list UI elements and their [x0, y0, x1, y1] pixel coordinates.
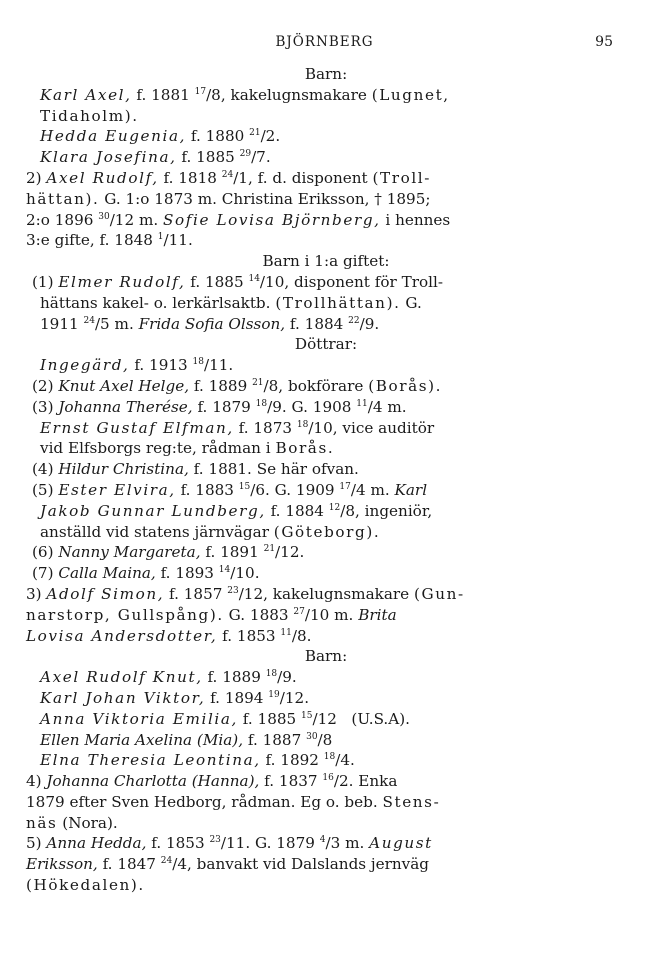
person-name: Hedda Eugenia, [40, 127, 187, 146]
entry-line: (4) Hildur Christina, f. 1881. Se här ofvan. [32, 460, 359, 479]
entry-line: näs (Nora). [26, 813, 118, 832]
entry-line: Anna Viktoria Emilia, f. 1885 $^{15}$/12 (U.S.A). [40, 709, 410, 728]
entry-line [26, 106, 626, 127]
place-name: Stens- [382, 792, 441, 811]
person-name: Anna Viktoria Emilia, [40, 709, 238, 728]
entry-line: (3) Johanna Therése, f. 1879 $^{18}$/9. G. 1908 $^{11}$/4 m. [32, 397, 407, 416]
entry-line: 5) Anna Hedda, f. 1853 $^{23}$/11. G. 1879 $^4$/3 m. August [26, 834, 433, 853]
entry-line: 1879 efter Sven Hedborg, rådman. Eg o. beb. Stens- [26, 792, 441, 811]
person-name: Anna Hedda, [46, 834, 147, 853]
entry-line: Klara Josefina, f. 1885 $^{29}$/7. [40, 148, 271, 167]
place-name: (Lugnet, [371, 85, 450, 104]
person-name: Eriksson, [26, 855, 98, 874]
place-name: (Hökedalen). [26, 876, 145, 895]
person-name: Axel Rudolf, [46, 168, 159, 187]
entry-line: (1) Elmer Rudolf, f. 1885 $^{14}$/10, disponent för Troll- [32, 272, 443, 291]
entry-line: Ingegärd, f. 1913 $^{18}$/11. [40, 356, 234, 375]
section-heading: Döttrar: [294, 335, 358, 354]
person-name: Klara Josefina, [40, 148, 177, 167]
person-name: Elmer Rudolf, [58, 272, 186, 291]
entry-line: 3:e gifte, f. 1848 $^1$/11. [26, 231, 193, 250]
place-name: (Göteborg). [273, 522, 381, 541]
person-name: Johanna Therése, [58, 397, 193, 416]
person-name: Calla Maina, [58, 564, 156, 583]
place-name: (Gun- [413, 584, 465, 603]
person-name: Sofie Lovisa Björnberg, [163, 210, 381, 229]
entry-line: Elna Theresia Leontina, f. 1892 $^{18}$/4. [40, 751, 355, 770]
entry-line: Jakob Gunnar Lundberg, f. 1884 $^{12}$/8, ingeniör, [40, 501, 433, 520]
person-name: Karl Johan Viktor, [40, 688, 206, 707]
entry-line: narstorp, Gullspång). G. 1883 $^{27}$/10 m. Brita [26, 605, 397, 624]
place-name: (Trollhättan). [275, 293, 401, 312]
entry-line: hättans kakel- o. lerkärlsaktb. (Trollhättan). G. [40, 293, 422, 312]
place-name: näs [26, 813, 58, 832]
section-heading: Barn i 1:a giftet: [262, 252, 390, 271]
entry-number: (3) [32, 397, 54, 416]
person-name: Axel Rudolf Knut, [40, 668, 203, 687]
entry-number: 3) [26, 584, 42, 603]
person-name: Hildur Christina, [58, 460, 189, 479]
entry-number: (1) [32, 272, 54, 291]
person-name: Johanna Charlotta (Hanna), [46, 772, 260, 791]
entry-line: Ernst Gustaf Elfman, f. 1873 $^{18}$/10, vice auditör [40, 418, 435, 437]
running-head: BJÖRNBERG [275, 34, 374, 50]
document-body [26, 64, 626, 896]
person-name: Karl [394, 480, 428, 499]
entry-line: Axel Rudolf Knut, f. 1889 $^{18}$/9. [40, 668, 297, 687]
person-name: Karl Axel, [40, 85, 132, 104]
entry-line: Ellen Maria Axelina (Mia), f. 1887 $^{30}$/8 [40, 730, 333, 749]
person-name: August [369, 834, 433, 853]
entry-line: Hedda Eugenia, f. 1880 $^{21}$/2. [40, 127, 281, 146]
entry-line: Karl Johan Viktor, f. 1894 $^{19}$/12. [40, 688, 310, 707]
person-name: Ellen Maria Axelina (Mia), [40, 730, 244, 749]
entry-number: 2) [26, 168, 42, 187]
section-heading-barn: Barn: [304, 647, 348, 666]
person-name: Jakob Gunnar Lundberg, [40, 501, 266, 520]
place-name: Borås. [275, 439, 335, 458]
place-name: (Troll- [372, 168, 431, 187]
entry-line: 2:o 1896 $^{30}$/12 m. Sofie Lovisa Björnberg, i hennes [26, 210, 451, 229]
entry-number: (5) [32, 480, 54, 499]
person-name: Ester Elvira, [58, 480, 176, 499]
entry-line: 2) Axel Rudolf, f. 1818 $^{24}$/1, f. d. disponent (Troll- [26, 168, 431, 187]
place-name: hättan). [26, 189, 100, 208]
person-name: Brita [358, 605, 397, 624]
person-name: Knut Axel Helge, [58, 376, 190, 395]
entry-line: anställd vid statens järnvägar (Göteborg). [40, 522, 381, 541]
entry-number: (7) [32, 564, 54, 583]
entry-number: (4) [32, 460, 54, 479]
entry-line: 3) Adolf Simon, f. 1857 $^{23}$/12, kakelugnsmakare (Gun- [26, 584, 465, 603]
place-name: Tidaholm). [40, 106, 139, 125]
entry-line: vid Elfsborgs reg:te, rådman i Borås. [40, 439, 335, 458]
place-name: narstorp, Gullspång). [26, 605, 224, 624]
person-name: Lovisa Andersdotter, [26, 626, 218, 645]
entry-number: 4) [26, 772, 42, 791]
section-heading-barn: Barn: [304, 65, 348, 83]
person-name: Elna Theresia Leontina, [40, 751, 261, 770]
entry-number: (6) [32, 543, 54, 562]
person-name: Adolf Simon, [46, 584, 165, 603]
entry-line: (6) Nanny Margareta, f. 1891 $^{21}$/12. [32, 543, 305, 562]
place-name: (Borås). [368, 376, 443, 395]
entry-line: 1911 $^{24}$/5 m. Frida Sofia Olsson, f. 1884 $^{22}$/9. [40, 314, 380, 333]
entry-line: Karl Axel, f. 1881 $^{17}$/8, kakelugnsmakare (Lugnet, [40, 85, 450, 104]
person-name: Ernst Gustaf Elfman, [40, 418, 234, 437]
entry-line: 4) Johanna Charlotta (Hanna), f. 1837 $^{16}$/2. Enka [26, 772, 398, 791]
person-name: Ingegärd, [40, 356, 130, 375]
entry-line: (5) Ester Elvira, f. 1883 $^{15}$/6. G. 1909 $^{17}$/4 m. Karl [32, 480, 428, 499]
page-number: 95 [595, 34, 613, 50]
entry-line: Eriksson, f. 1847 $^{24}$/4, banvakt vid Dalslands jernväg [26, 855, 430, 874]
person-name: Nanny Margareta, [58, 543, 201, 562]
entry-number: (2) [32, 376, 54, 395]
entry-line: Lovisa Andersdotter, f. 1853 $^{11}$/8. [26, 626, 312, 645]
entry-number: 5) [26, 834, 42, 853]
entry-line: (2) Knut Axel Helge, f. 1889 $^{21}$/8, bokförare (Borås). [32, 376, 443, 395]
bracket-note: (U.S.A). [351, 709, 410, 728]
entry-line: (7) Calla Maina, f. 1893 $^{14}$/10. [32, 564, 260, 583]
entry-line [26, 875, 626, 896]
entry-line: hättan). G. 1:o 1873 m. Christina Eriksson, † 1895; [26, 189, 431, 208]
person-name: Frida Sofia Olsson, [138, 314, 286, 333]
